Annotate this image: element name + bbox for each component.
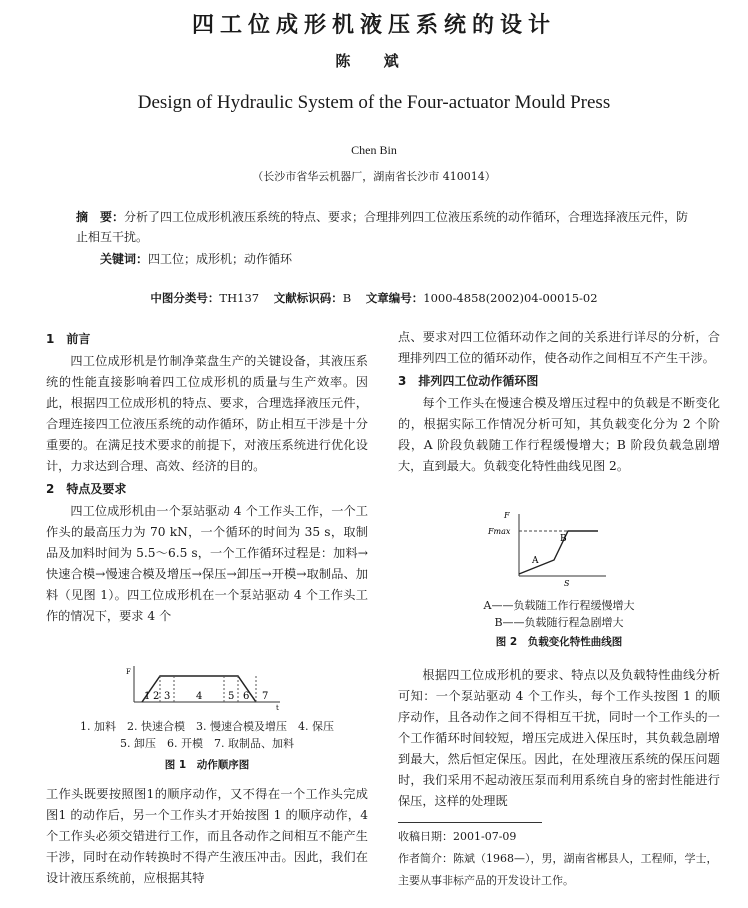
fig2-load-curve-line [519,531,598,574]
fig1-x-axis-label: t [276,704,279,710]
clc-value: TH137 [219,291,260,305]
keywords-label: 关键词： [100,252,149,266]
fig1-stage-label: 4 [196,691,203,702]
figure-2-load-curve [482,508,612,588]
footnote-author-bio: 作者简介：陈斌（1968—），男，湖南省郴县人，工程师，学士，主要从事非标产品的开发设计工作。 [398,852,718,887]
keywords [100,250,700,267]
fig1-stage-label: 1 [144,691,151,702]
classification-line [0,290,748,306]
author-cn: 陈 斌 [335,52,413,70]
figure-1-caption: 图 1 动作顺序图 [164,759,250,771]
affiliation: （长沙市省华云机器厂，湖南省长沙市 410014） [252,170,496,183]
footnote-received-date: 收稿日期：2001-07-09 [398,830,517,843]
fig2-stage-a-label: A [532,556,539,566]
section-1-heading: 1 前言 [46,332,91,346]
section-2-continuation: 点、要求对四工位循环动作之间的关系进行详尽的分析，合理排列四工位的循环动作，使各动作之间相互不产生干涉。 [398,330,720,365]
abstract-label: 摘 要： [76,210,125,224]
fig1-stage-label: 5 [228,691,235,702]
doc-code-value: B [342,291,352,305]
abstract [76,207,696,247]
fig2-y-axis-label: F [504,511,510,520]
title-cn: 四工位成形机液压系统的设计 [191,13,556,38]
clc-label: 中图分类号： [150,291,220,305]
right-column-top [398,327,720,477]
figure-1-sequence-diagram [120,662,290,710]
doc-code-label: 文献标识码： [273,291,343,305]
section-3-paragraph-2: 根据四工位成形机的要求、特点以及负载特性曲线分析可知：一个泵站驱动 4 个工作头，每个工作头按图 1 的顺序动作，且各动作之间不得相互干扰，同时一个工作头的一个工作循环时间较短，增压完成进入保压时，其负载急剧增到最大，然后恒定保压。因此，在处理液压系统的保压问题时，我们采用不起动液压泵而利用系统自身的密封性能进行保压，这样的处理既 [398,668,720,808]
figure-1-legend [46,718,368,752]
figure-2-caption: 图 2 负载变化特性曲线图 [495,636,623,648]
author-en: Chen Bin [351,143,397,157]
keywords-text: 四工位；成形机；动作循环 [148,252,293,266]
section-3-paragraph-1: 每个工作头在慢速合模及增压过程中的负载是不断变化的，根据实际工作情况分析可知，其负载变化分为 2 个阶段，A 阶段负载随工作行程缓慢增大；B 阶段负载急剧增大，直到最大。负载变化特性曲线见图 2。 [398,396,720,473]
fig1-stage-label: 6 [243,691,250,702]
fig2-legend-a: A——负载随工作行程缓慢增大 [483,599,635,612]
section-2-paragraph-2: 工作头既要按照图1的顺序动作，又不得在一个工作头完成图1 的动作后，另一个工作头才开始按图 1 的顺序动作，4 个工作头必须交错进行工作，而且各动作之间相互不能产生干涉，同时在动作转换时不得产生液压冲击。因此，我们在设计液压系统前，应根据其特 [46,787,368,885]
section-2-paragraph-1: 四工位成形机由一个泵站驱动 4 个工作头工作，一个工作头的最高压力为 70 kN，一个循环的时间为 35 s，取制品及加料时间为 5.5～6.5 s，一个工作循环过程是：加料→快速合模→慢速合模及增压→保压→卸压→开模→取制品、加料（见图 1）。四工位成形机在一个泵站驱动 4 个工作头工作的情况下，要求 4 个 [46,504,368,623]
left-column-top [46,327,368,627]
fig2-stage-b-label: B [560,534,567,544]
fig1-y-axis-label: F [126,668,131,676]
article-number-value: 1000-4858(2002)04-00015-02 [423,291,598,305]
fig1-legend-line-2: 5. 卸压 6. 开模 7. 取制品、加料 [120,737,294,750]
fig1-legend-line-1: 1. 加料 2. 快速合模 3. 慢速合模及增压 4. 保压 [80,720,334,733]
section-2-heading: 2 特点及要求 [46,482,127,496]
section-3-heading: 3 排列四工位动作循环图 [398,374,539,388]
fig1-stage-label: 2 [153,691,160,702]
fig1-stage-label: 7 [262,691,269,702]
footnote-divider [398,822,542,823]
fig2-x-axis-label: S [564,579,570,588]
abstract-text: 分析了四工位成形机液压系统的特点、要求；合理排列四工位液压系统的动作循环，合理选择液压元件，防止相互干扰。 [76,210,689,244]
section-1-paragraph: 四工位成形机是竹制净菜盘生产的关键设备，其液压系统的性能直接影响着四工位成形机的质量与生产效率。因此，根据四工位成形机的特点、要求，合理选择液压元件，合理连接四工位液压系统的动作循环，防止相互干涉是十分重要的。在满足技术要求的前提下，对液压系统进行优化设计，力求达到合理、高效、经济的目的。 [46,354,368,473]
fig2-legend-b: B——负载随行程急剧增大 [494,616,624,629]
right-column-bottom [398,665,720,812]
article-number-label: 文章编号： [365,291,424,305]
left-column-bottom [46,784,368,889]
fig2-fmax-label: Fmax [488,527,511,536]
fig1-stage-label: 3 [164,691,171,702]
title-en: Design of Hydraulic System of the Four-actuator Mould Press [137,92,611,113]
footnotes [398,826,720,892]
figure-2-legend [398,597,720,631]
